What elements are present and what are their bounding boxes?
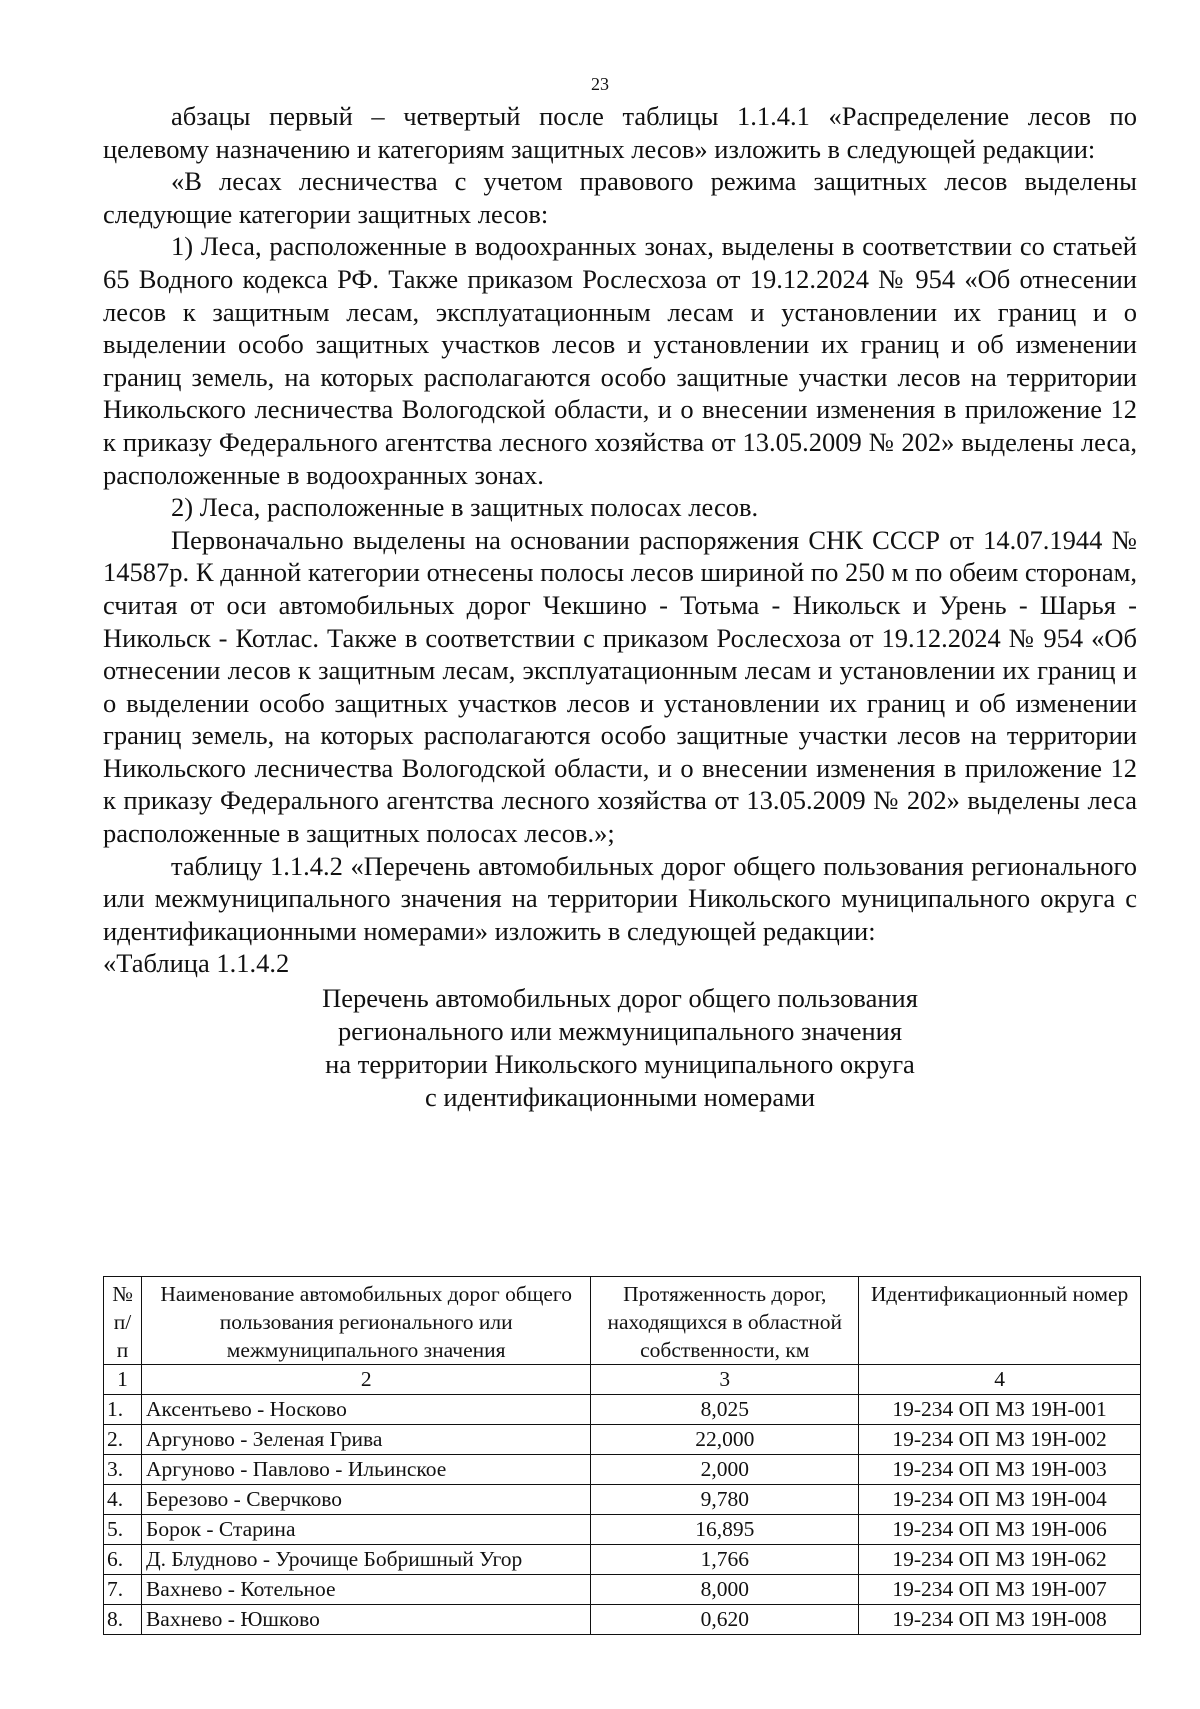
table-row: [104, 1515, 1141, 1545]
document-body: [103, 100, 1137, 1114]
table-header-row: [104, 1277, 1141, 1365]
road-length: 9,780: [591, 1485, 859, 1515]
road-id: 19-234 ОП МЗ 19Н-004: [859, 1485, 1141, 1515]
row-number: 1.: [104, 1395, 142, 1425]
road-id: 19-234 ОП МЗ 19Н-003: [859, 1455, 1141, 1485]
row-number: 6.: [104, 1545, 142, 1575]
paragraph-initially-allocated: Первоначально выделены на основании распоряжения СНК СССР от 14.07.1944 № 14587р. К данной категории отнесены полосы лесов шириной по 250 м по обеим сторонам, считая от оси автомобильных дорог Чекшино - Тотьма - Никольск и Урень - Шарья - Никольск - Котлас. Также в соответствии с приказом Рослесхоза от 19.12.2024 № 954 «Об отнесении лесов к защитным лесам, эксплуатационным лесам и установлении их границ и о выделении особо защитных участков лесов и установлении их границ и об изменении границ земель, на которых располагаются особо защитные участки лесов на территории Никольского лесничества Вологодской области, и о внесении изменения в приложение 12 к приказу Федерального агентства лесного хозяйства от 13.05.2009 № 202» выделены леса расположенные в защитных полосах лесов.»;: [103, 524, 1137, 849]
road-name: Березово - Сверчково: [141, 1485, 590, 1515]
column-number: 2: [141, 1365, 590, 1395]
road-name: Вахнево - Юшково: [141, 1605, 590, 1635]
table-label: «Таблица 1.1.4.2: [103, 948, 290, 979]
row-number: 2.: [104, 1425, 142, 1455]
road-length: 16,895: [591, 1515, 859, 1545]
table-row: [104, 1605, 1141, 1635]
paragraph-protective-strips: 2) Леса, расположенные в защитных полосах лесов.: [171, 492, 759, 523]
paragraph-intro: абзацы первый – четвертый после таблицы 1.1.4.1 «Распределение лесов по целевому назначению и категориям защитных лесов» изложить в следующей редакции:: [103, 101, 1137, 164]
road-length: 8,000: [591, 1575, 859, 1605]
table-row: [104, 1485, 1141, 1515]
road-name: Аксентьево - Носково: [141, 1395, 590, 1425]
paragraph-table-instruction: таблицу 1.1.4.2 «Перечень автомобильных дорог общего пользования регионального или межмуниципального значения на территории Никольского муниципального округа с идентификационными номерами» изложить в следующей редакции:: [103, 850, 1137, 946]
row-number: 3.: [104, 1455, 142, 1485]
column-number: 3: [591, 1365, 859, 1395]
road-name: Вахнево - Котельное: [141, 1575, 590, 1605]
table-title-line: Перечень автомобильных дорог общего пользования: [322, 983, 918, 1014]
table-title-line: на территории Никольского муниципального округа: [325, 1049, 915, 1080]
roads-table: [103, 1276, 1141, 1635]
road-name: Д. Блудново - Урочище Бобришный Угор: [141, 1545, 590, 1575]
row-number: 4.: [104, 1485, 142, 1515]
road-length: 2,000: [591, 1455, 859, 1485]
road-id: 19-234 ОП МЗ 19Н-002: [859, 1425, 1141, 1455]
road-length: 8,025: [591, 1395, 859, 1425]
page-number: 23: [591, 74, 609, 94]
table-title: [103, 982, 1137, 1114]
road-id: 19-234 ОП МЗ 19Н-062: [859, 1545, 1141, 1575]
road-id: 19-234 ОП МЗ 19Н-001: [859, 1395, 1141, 1425]
header-number: № п/п: [104, 1277, 142, 1365]
paragraph-categories: «В лесах лесничества с учетом правового режима защитных лесов выделены следующие категории защитных лесов:: [103, 166, 1137, 229]
road-name: Борок - Старина: [141, 1515, 590, 1545]
road-id: 19-234 ОП МЗ 19Н-006: [859, 1515, 1141, 1545]
table-title-line: с идентификационными номерами: [424, 1082, 816, 1113]
column-number: 1: [104, 1365, 142, 1395]
paragraph-water-zones: 1) Леса, расположенные в водоохранных зонах, выделены в соответствии со статьей 65 Водного кодекса РФ. Также приказом Рослесхоза от 19.12.2024 № 954 «Об отнесении лесов к защитным лесам, эксплуатационным лесам и установлении их границ и о выделении особо защитных участков лесов и установлении их границ и об изменении границ земель, на которых располагаются особо защитные участки лесов на территории Никольского лесничества Вологодской области, и о внесении изменения в приложение 12 к приказу Федерального агентства лесного хозяйства от 13.05.2009 № 202» выделены леса, расположенные в водоохранных зонах.: [103, 231, 1137, 490]
column-number: 4: [859, 1365, 1141, 1395]
road-name: Аргуново - Зеленая Грива: [141, 1425, 590, 1455]
table-row: [104, 1545, 1141, 1575]
header-id-number: Идентификационный номер: [859, 1277, 1141, 1365]
road-id: 19-234 ОП МЗ 19Н-007: [859, 1575, 1141, 1605]
row-number: 8.: [104, 1605, 142, 1635]
table-row: [104, 1395, 1141, 1425]
road-length: 1,766: [591, 1545, 859, 1575]
table-row: [104, 1575, 1141, 1605]
table-row: [104, 1425, 1141, 1455]
header-road-name: Наименование автомобильных дорог общего пользования регионального или межмуниципального значения: [141, 1277, 590, 1365]
roads-table-wrapper: [103, 1276, 1141, 1635]
road-name: Аргуново - Павлово - Ильинское: [141, 1455, 590, 1485]
road-length: 22,000: [591, 1425, 859, 1455]
road-length: 0,620: [591, 1605, 859, 1635]
table-column-numbers-row: [104, 1365, 1141, 1395]
row-number: 5.: [104, 1515, 142, 1545]
row-number: 7.: [104, 1575, 142, 1605]
header-length: Протяженность дорог, находящихся в областной собственности, км: [591, 1277, 859, 1365]
table-row: [104, 1455, 1141, 1485]
road-id: 19-234 ОП МЗ 19Н-008: [859, 1605, 1141, 1635]
table-title-line: регионального или межмуниципального значения: [337, 1016, 903, 1047]
